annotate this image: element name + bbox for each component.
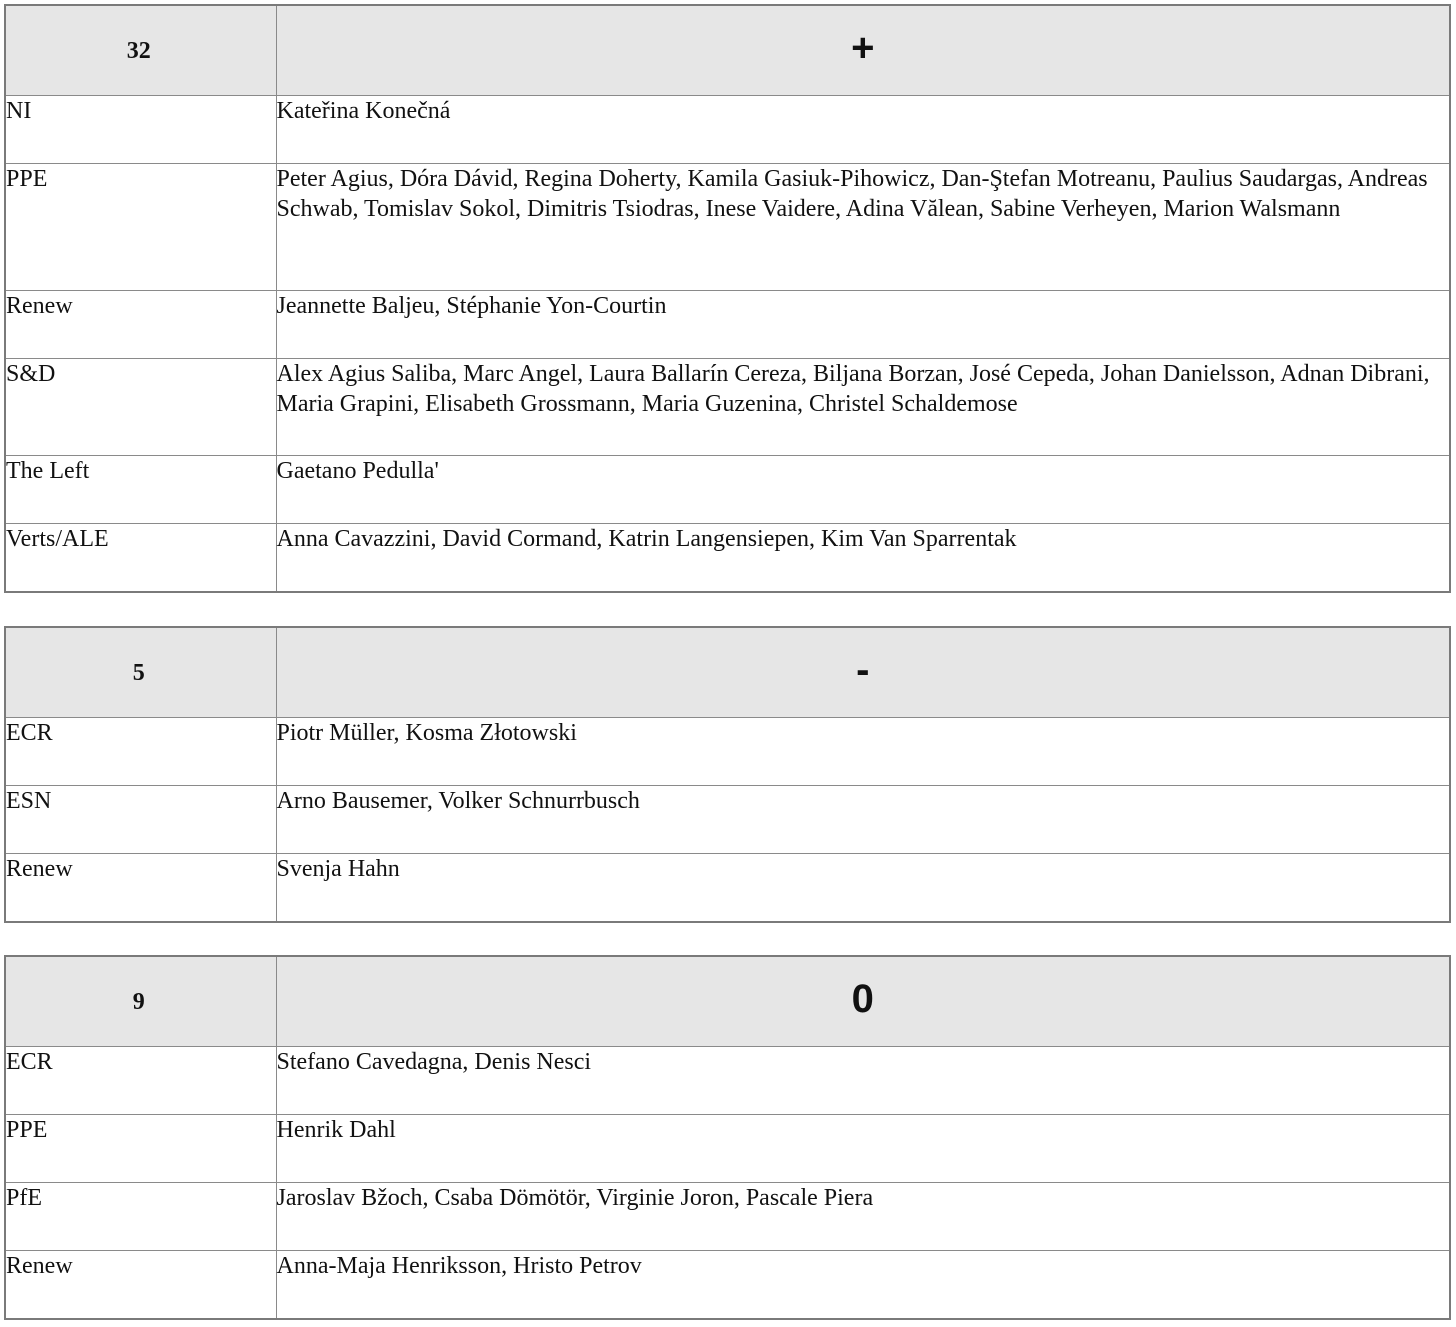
member-names: Anna-Maja Henriksson, Hristo Petrov: [276, 1251, 1450, 1320]
vote-symbol-cell: [276, 627, 1450, 718]
political-group: ESN: [5, 786, 276, 854]
political-group: S&D: [5, 359, 276, 456]
political-group: PfE: [5, 1183, 276, 1251]
member-names: Alex Agius Saliba, Marc Angel, Laura Ballarín Cereza, Biljana Borzan, José Cepeda, Johan Danielsson, Adnan Dibrani, Maria Grapini, Elisabeth Grossmann, Maria Guzenina, Christel Schaldemose: [276, 359, 1450, 456]
political-group: The Left: [5, 456, 276, 524]
vote-symbol-cell: [276, 5, 1450, 96]
table-row: [5, 1251, 1450, 1320]
table-row: [5, 291, 1450, 359]
political-group: ECR: [5, 1047, 276, 1115]
vote-table-for: [4, 4, 1451, 593]
table-row: [5, 1115, 1450, 1183]
vote-count: 9: [132, 988, 145, 1015]
table-header: [5, 956, 1450, 1047]
member-names: Arno Bausemer, Volker Schnurrbusch: [276, 786, 1450, 854]
table-row: [5, 359, 1450, 456]
political-group: Renew: [5, 291, 276, 359]
table-row: [5, 1183, 1450, 1251]
political-group: ECR: [5, 718, 276, 786]
member-names: Jaroslav Bžoch, Csaba Dömötör, Virginie Joron, Pascale Piera: [276, 1183, 1450, 1251]
vote-symbol-cell: [276, 956, 1450, 1047]
vote-table-against: [4, 626, 1451, 923]
member-names: Anna Cavazzini, David Cormand, Katrin Langensiepen, Kim Van Sparrentak: [276, 524, 1450, 593]
table-row: [5, 718, 1450, 786]
vote-count-cell: [5, 627, 276, 718]
political-group: NI: [5, 96, 276, 164]
political-group: PPE: [5, 164, 276, 291]
political-group: Renew: [5, 1251, 276, 1320]
member-names: Gaetano Pedulla': [276, 456, 1450, 524]
member-names: Stefano Cavedagna, Denis Nesci: [276, 1047, 1450, 1115]
vote-table-abstain: [4, 955, 1451, 1320]
political-group: Renew: [5, 854, 276, 923]
member-names: Jeannette Baljeu, Stéphanie Yon-Courtin: [276, 291, 1450, 359]
member-names: Henrik Dahl: [276, 1115, 1450, 1183]
member-names: Svenja Hahn: [276, 854, 1450, 923]
vote-symbol: +: [851, 25, 875, 70]
table-row: [5, 524, 1450, 593]
political-group: PPE: [5, 1115, 276, 1183]
table-header: [5, 5, 1450, 96]
table-row: [5, 456, 1450, 524]
table-row: [5, 164, 1450, 291]
table-row: [5, 96, 1450, 164]
vote-count-cell: [5, 5, 276, 96]
table-row: [5, 854, 1450, 923]
table-row: [5, 786, 1450, 854]
table-header: [5, 627, 1450, 718]
vote-count: 32: [126, 37, 151, 64]
vote-symbol: -: [856, 647, 870, 692]
member-names: Kateřina Konečná: [276, 96, 1450, 164]
vote-symbol: 0: [851, 976, 874, 1021]
vote-count-cell: [5, 956, 276, 1047]
political-group: Verts/ALE: [5, 524, 276, 593]
table-row: [5, 1047, 1450, 1115]
vote-count: 5: [132, 659, 145, 686]
member-names: Piotr Müller, Kosma Złotowski: [276, 718, 1450, 786]
member-names: Peter Agius, Dóra Dávid, Regina Doherty, Kamila Gasiuk-Pihowicz, Dan-Ştefan Motreanu, Paulius Saudargas, Andreas Schwab, Tomislav Sokol, Dimitris Tsiodras, Inese Vaidere, Adina Vălean, Sabine Verheyen, Marion Walsmann: [276, 164, 1450, 291]
